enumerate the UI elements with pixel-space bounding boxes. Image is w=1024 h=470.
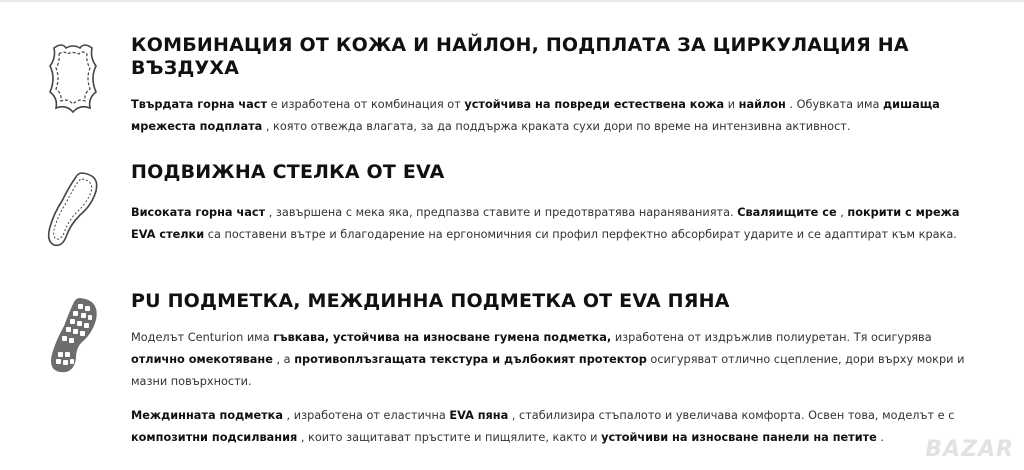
bold-phrase: EVA пяна (449, 409, 509, 422)
bold-phrase: гъвкава, устойчива на износване гумена подметка, (273, 331, 612, 344)
bold-phrase: Твърдата горна част (131, 98, 268, 111)
leather-hide-icon (40, 38, 106, 118)
bold-phrase: Междинната подметка (131, 409, 283, 422)
feature-description: Моделът Centurion има гъвкава, устойчива на износване гумена подметка, изработена от издръжлив полиуретан. Тя осигурява отлично омекотяване , а противоплъзгащата текстура и дълбокият протектор осигуряват отлично сцепление, дори върху мокри и мазни повърхности. (131, 331, 965, 388)
feature-title: КОМБИНАЦИЯ ОТ КОЖА И НАЙЛОН, ПОДПЛАТА ЗА ЦИРКУЛАЦИЯ НА ВЪЗДУХА (131, 34, 909, 79)
bazar-watermark: BAZAR (925, 437, 1014, 462)
boot-sole-icon (40, 296, 106, 376)
insole-icon (40, 169, 106, 249)
bold-phrase: композитни подсилвания (131, 431, 298, 444)
top-divider (0, 0, 1024, 2)
bold-phrase: Високата горна част (131, 206, 266, 219)
feature-description: Високата горна част , завършена с мека яка, предпазва ставите и предотвратява нараняванията. Сваляищите се , покрити с мрежа EVA стелки са поставени вътре и благодарение на ергономичния си профил перфектно абсорбират ударите и се адаптират към крака. (131, 206, 960, 241)
bold-phrase: устойчиви на износване панели на петите (601, 431, 877, 444)
bold-phrase: дишаща мрежеста подплата (131, 98, 940, 133)
bold-phrase: найлон (738, 98, 786, 111)
feature-description: Твърдата горна част е изработена от комбинация от устойчива на повреди естествена кожа и найлон . Обувката има дишаща мрежеста подплата , която отвежда влагата, за да поддържа краката сухи дори по време на интензивна активност. (131, 98, 940, 133)
bold-phrase: устойчива на повреди естествена кожа (464, 98, 725, 111)
bold-phrase: Сваляищите се (737, 206, 837, 219)
bold-phrase: противоплъзгащата текстура и дълбокият протектор (294, 353, 647, 366)
feature-title: PU ПОДМЕТКА, МЕЖДИННА ПОДМЕТКА ОТ EVA ПЯНА (131, 290, 730, 312)
feature-title: ПОДВИЖНА СТЕЛКА ОТ EVA (131, 161, 445, 183)
feature-description-2: Междинната подметка , изработена от еластична EVA пяна , стабилизира стъпалото и увеличава комфорта. Освен това, моделът е с композитни подсилвания , които защитават пръстите и пищялите, както и устойчиви на износване панели на петите . (131, 409, 955, 444)
bold-phrase: покрити с мрежа EVA стелки (131, 206, 960, 241)
bold-phrase: отлично омекотяване (131, 353, 273, 366)
